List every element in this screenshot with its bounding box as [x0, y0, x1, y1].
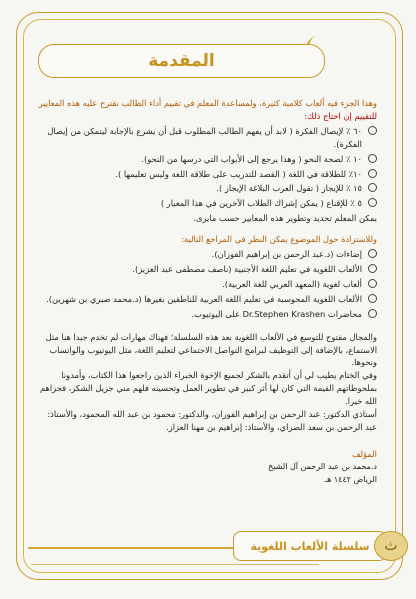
author-block: [34, 448, 377, 487]
page-letter: ث: [384, 538, 398, 554]
circle-bullet-icon: [368, 249, 377, 258]
reference-item: الألعاب اللغوية في تعليم اللغة الأجنبية (ناصف مصطفى عبد العزيز).: [34, 263, 377, 276]
criteria-item: ٥ ٪ للإقناع ( يمكن إشراك الطلاب الآخرين في هذا المعيار ): [34, 197, 377, 210]
circle-bullet-icon: [368, 294, 377, 303]
reference-item: محاضرات Dr.Stephen Krashen على اليوتيوب.: [34, 308, 377, 321]
circle-bullet-icon: [368, 309, 377, 318]
author-place-date: الرياض ١٤٤٢ هـ: [324, 474, 377, 484]
intro-text: [34, 97, 377, 123]
series-title: سلسلة الألعاب اللغوية: [250, 539, 370, 553]
page-letter-icon: [374, 531, 408, 561]
footer-series-box: [233, 531, 387, 561]
author-label: المؤلف: [351, 448, 377, 459]
paragraph-1: والمجال مفتوح للتوسع في الألعاب اللغوية بعد هذه السلسلة؛ فهناك مهارات لم تخدم جيدا هنا مثل الاستماع، بالإضافة إلى التوظيف لبرامج التواصل الاجتماعي لتعليم اللغة، مثل اليوتيوب والواتساب ونحوها.: [45, 331, 377, 368]
circle-bullet-icon: [368, 169, 377, 178]
intro-line-1: وهذا الجزء فيه ألعاب كلامية كثيرة، ولمساعدة المعلم في تقييم أداء الطالب نقترح عليه هذه المعايير: [38, 98, 377, 108]
circle-bullet-icon: [368, 279, 377, 288]
page-title: المقدمة: [38, 44, 325, 78]
paragraph-2: وفي الختام يطيب لي أن أتقدم بالشكر لجميع الإخوة الخبراء الذين راجعوا هذا الكتاب، وأمدونا بملحوظاتهم القيمة التي كان لها أثر كبير في تطوير العمل وتحسينه فلهم مني جزيل الشكر، فجزاهم الله خيرا.: [39, 370, 377, 407]
criteria-item: ٦٠ ٪ لإيصال الفكرة ( لابد أن يفهم الطالب المطلوب قبل أن يشرع بالإجابة ليتمكن من إيصال الفكرة).: [34, 125, 377, 151]
author-name: د.محمد بن عبد الرحمن آل الشيخ: [268, 461, 377, 471]
footer-thin-rule: [31, 564, 319, 565]
paragraph-3: أستاذي الدكتور: عبد الرحمن بن إبراهيم الفوزان، والدكتور: محمود بن عبد الله المحمود، والأستاذ: عبد الرحمن بن سعد الصراي، والأستاذ: إبراهيم بن مهنا العزاز.: [47, 409, 377, 432]
circle-bullet-icon: [368, 126, 377, 135]
reference-item: ألعاب لغوية (المعهد العربي للغة العربية).: [34, 278, 377, 291]
content: [34, 97, 377, 487]
intro-line-2: للتقييم إن احتاج ذلك:: [304, 110, 377, 121]
circle-bullet-icon: [368, 264, 377, 273]
circle-bullet-icon: [368, 154, 377, 163]
criteria-item: ١٠ ٪ لصحة النحو ( وهذا يرجع إلى الأبواب التي درسها من النحو).: [34, 153, 377, 166]
after-criteria-note: يمكن المعلم تحديد وتطوير هذه المعايير حسب مايرى.: [193, 213, 377, 224]
reference-item: الألعاب اللغوية المحوسبة في تعليم اللغة العربية للناطقين بغيرها (د.محمد صبري بن شهرين).: [34, 293, 377, 306]
criteria-item: ١٥ ٪ للإيجاز ( تقول العرب البلاغة الإيجاز ).: [34, 182, 377, 195]
circle-bullet-icon: [368, 183, 377, 192]
references-title: وللاستزادة حول الموضوع يمكن النظر في المراجع التالية:: [181, 234, 377, 245]
reference-item: إضاءات (د.عبد الرحمن بن إبراهيم الفوزان).: [34, 248, 377, 261]
circle-bullet-icon: [368, 198, 377, 207]
criteria-item: ١٠٪ للطلاقة في اللغة ( القصد للتدريب على طلاقة اللغة وليس تعليمها ).: [34, 168, 377, 181]
